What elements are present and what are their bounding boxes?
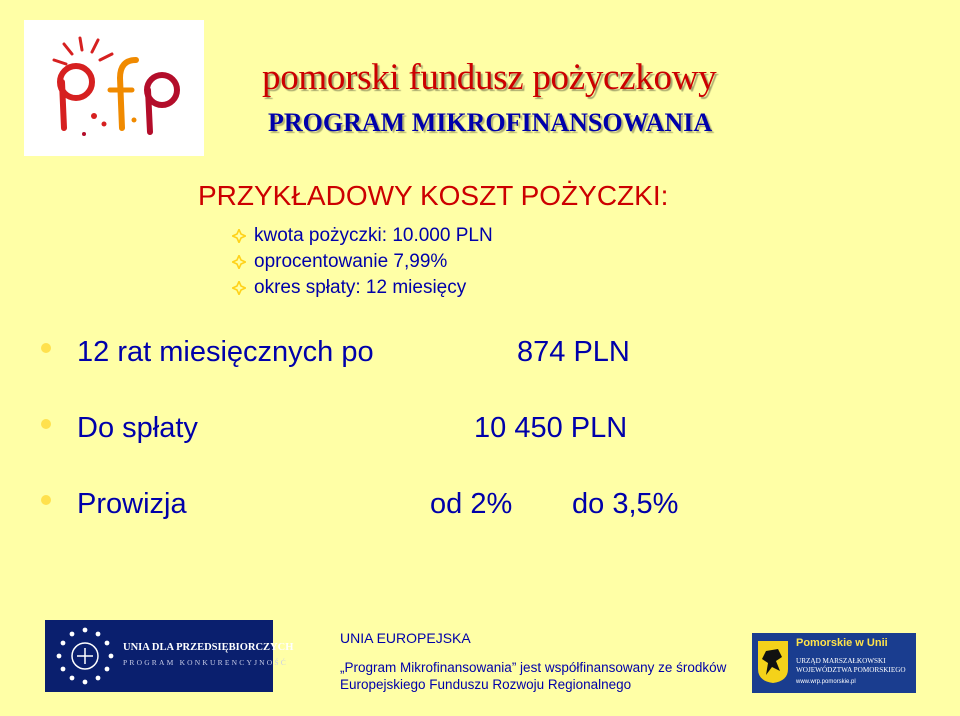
round-bullet-icon [40, 418, 52, 430]
cost-details-list [232, 223, 493, 301]
eu-entrepreneurs-banner [45, 620, 294, 692]
eu-stars-emblem-icon [49, 620, 121, 692]
cofinancing-line-1: „Program Mikrofinansowania” jest współfinansowany ze środków [340, 660, 727, 675]
row-value-min: od 2% [430, 488, 513, 520]
cost-item-interest: oprocentowanie 7,99% [254, 251, 448, 272]
diamond-bullet-icon [232, 255, 246, 269]
diamond-bullet-icon [232, 229, 246, 243]
row-value-max: do 3,5% [572, 488, 679, 520]
round-bullet-icon [40, 494, 52, 506]
row-label: Prowizja [77, 488, 187, 520]
eu-banner-title: UNIA DLA PRZEDSIĘBIORCZYCH [123, 642, 294, 653]
pomorskie-title: Pomorskie w Unii [796, 637, 888, 649]
pfp-logo [24, 20, 204, 156]
eu-banner-subtitle: PROGRAM KONKURENCYJNOŚĆ [123, 658, 288, 667]
cofinancing-line-2: Europejskiego Funduszu Rozwoju Regionalnego [340, 677, 632, 692]
cost-item-amount: kwota pożyczki: 10.000 PLN [254, 225, 493, 246]
row-label: Do spłaty [77, 412, 198, 444]
pomorskie-line-2: WOJEWÓDZTWA POMORSKIEGO [796, 666, 906, 674]
list-item [232, 275, 493, 301]
row-value: 10 450 PLN [474, 412, 628, 444]
row-label: 12 rat miesięcznych po [77, 336, 374, 368]
pomorskie-banner [752, 633, 916, 693]
round-bullet-icon [40, 342, 52, 354]
cofinancing-note [340, 630, 726, 692]
pfp-logo-graphic [24, 20, 204, 156]
pomorskie-url: www.wrp.pomorskie.pl [796, 679, 856, 685]
eu-label: UNIA EUROPEJSKA [340, 630, 471, 646]
griffin-crest-icon [756, 639, 790, 685]
page-subtitle: PROGRAM MIKROFINANSOWANIA [268, 108, 713, 137]
pomorskie-line-1: URZĄD MARSZAŁKOWSKI [796, 657, 886, 665]
row-value: 874 PLN [517, 336, 630, 368]
diamond-bullet-icon [232, 281, 246, 295]
list-item [232, 249, 493, 275]
cost-item-period: okres spłaty: 12 miesięcy [254, 277, 467, 298]
cost-heading: PRZYKŁADOWY KOSZT POŻYCZKI: [198, 180, 669, 211]
page-title: pomorski fundusz pożyczkowy [262, 57, 717, 98]
list-item [232, 223, 493, 249]
